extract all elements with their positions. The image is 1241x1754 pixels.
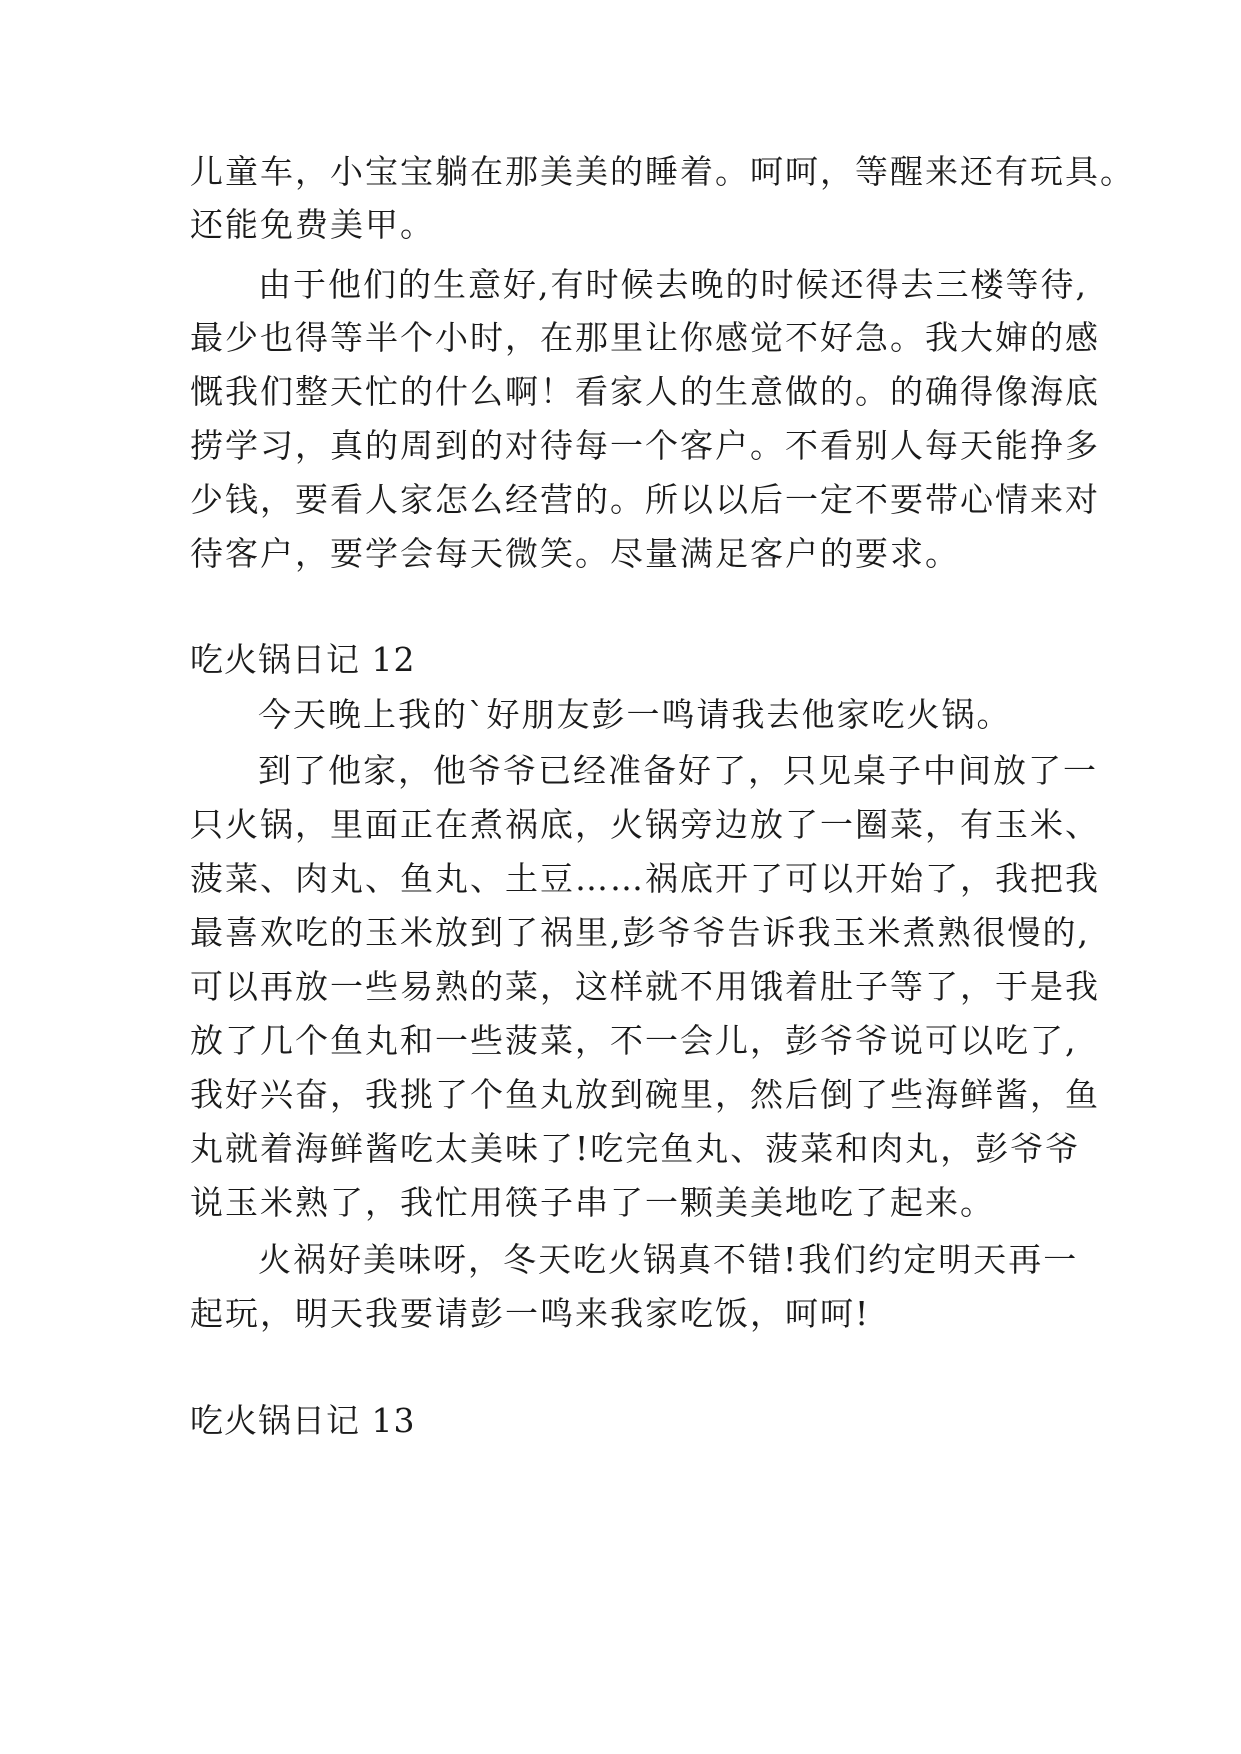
paragraph-line: 丸就着海鲜酱吃太美味了!吃完鱼丸、菠菜和肉丸，彭爷爷	[190, 1129, 1081, 1168]
paragraph-line: 少钱，要看人家怎么经营的。所以以后一定不要带心情来对	[190, 480, 1100, 519]
diary-title-12: 吃火锅日记 12	[190, 640, 416, 679]
paragraph-line: 还能免费美甲。	[190, 205, 435, 244]
paragraph-line: 最少也得等半个小时，在那里让你感觉不好急。我大婶的感	[190, 318, 1100, 357]
paragraph-line: 可以再放一些易熟的菜，这样就不用饿着肚子等了，于是我	[190, 967, 1100, 1006]
paragraph-line: 放了几个鱼丸和一些菠菜，不一会儿，彭爷爷说可以吃了,	[190, 1021, 1078, 1060]
paragraph-line: 慨我们整天忙的什么啊！看家人的生意做的。的确得像海底	[190, 372, 1100, 411]
paragraph-line: 到了他家，他爷爷已经准备好了，只见桌子中间放了一	[258, 751, 1098, 790]
paragraph-line: 捞学习，真的周到的对待每一个客户。不看别人每天能挣多	[190, 426, 1100, 465]
paragraph-line: 我好兴奋，我挑了个鱼丸放到碗里，然后倒了些海鲜酱，鱼	[190, 1075, 1100, 1114]
paragraph-line: 今天晚上我的`好朋友彭一鸣请我去他家吃火锅。	[258, 695, 1012, 734]
paragraph-line: 只火锅，里面正在煮祸底，火锅旁边放了一圈菜，有玉米、	[190, 805, 1100, 844]
paragraph-line: 火祸好美味呀，冬天吃火锅真不错!我们约定明天再一	[258, 1240, 1079, 1279]
diary-title-13: 吃火锅日记 13	[190, 1401, 416, 1440]
paragraph-line: 菠菜、肉丸、鱼丸、土豆……祸底开了可以开始了，我把我	[190, 859, 1100, 898]
paragraph-line: 儿童车，小宝宝躺在那美美的睡着。呵呵，等醒来还有玩具。	[190, 152, 1135, 191]
paragraph-line: 最喜欢吃的玉米放到了祸里,彭爷爷告诉我玉米煮熟很慢的,	[190, 913, 1090, 952]
paragraph-line: 起玩，明天我要请彭一鸣来我家吃饭，呵呵!	[190, 1294, 871, 1333]
paragraph-line: 待客户，要学会每天微笑。尽量满足客户的要求。	[190, 534, 960, 573]
paragraph-line: 说玉米熟了，我忙用筷子串了一颗美美地吃了起来。	[190, 1183, 995, 1222]
paragraph-line: 由于他们的生意好,有时候去晚的时候还得去三楼等待,	[258, 265, 1088, 304]
